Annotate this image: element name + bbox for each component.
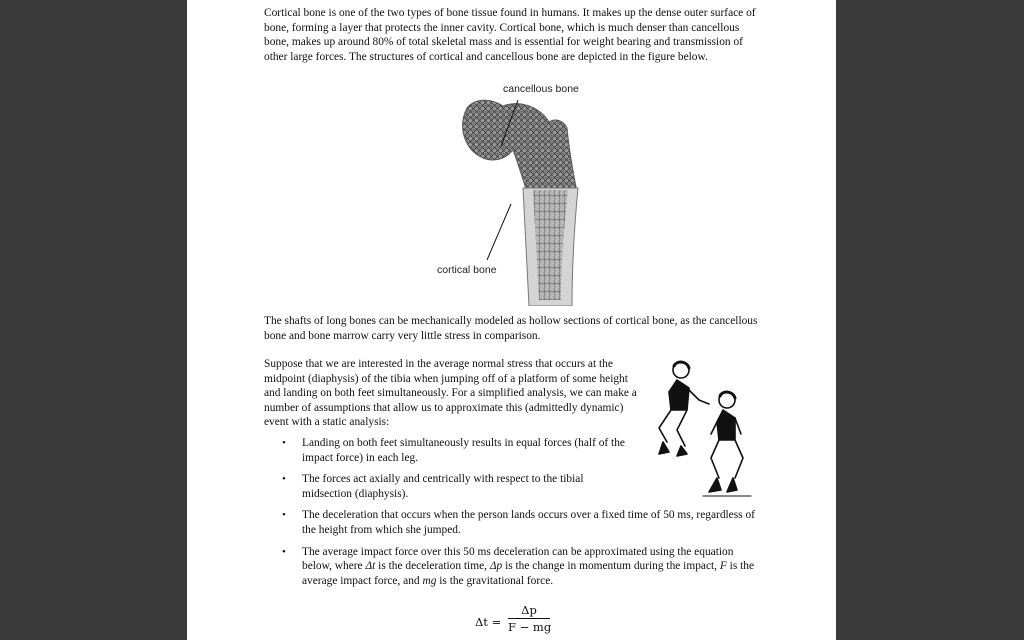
list-item: • Landing on both feet simultaneously results in equal forces (half of the impact force) in each leg. [282, 437, 625, 464]
shafts-paragraph: The shafts of long bones can be mechanically modeled as hollow sections of cortical bone, as the cancellous bone and bone marrow carry very little stress in comparison. [264, 315, 758, 342]
assumptions-list [279, 436, 765, 588]
equation-denominator: F − mg [508, 620, 552, 634]
equation-lhs: Δt = [475, 615, 502, 629]
list-item: • The forces act axially and centrically with respect to the tibial midsection (diaphysis). [282, 473, 584, 500]
cancellous-bone-label: cancellous bone [503, 83, 579, 95]
equation-fraction [508, 603, 550, 634]
cortical-bone-label: cortical bone [437, 264, 497, 276]
document-page [187, 0, 836, 640]
equation-numerator: Δp [521, 603, 537, 617]
list-item: • The deceleration that occurs when the person lands occurs over a fixed time of 50 ms, regardless of the height from which she jumped. [282, 509, 755, 536]
intro-paragraph: Cortical bone is one of the two types of bone tissue found in humans. It makes up the dense outer surface of bone, forming a layer that protects the inner cavity. Cortical bone, which is much denser than cancellous bone, makes up around 80% of total skeletal mass and is essential for weight bearing and transmission of other large forces. The structures of cortical and cancellous bone are depicted in the figure below. [264, 7, 756, 63]
list-item: • The average impact force over this 50 ms deceleration can be approximated using the equation below, where Δt is the deceleration time, Δp is the change in momentum during the impact, F is the average impact force, and mg is the gravitational force. [282, 545, 755, 587]
scenario-paragraph: Suppose that we are interested in the average normal stress that occurs at the midpoint (diaphysis) of the tibia when jumping off of a platform of some height and landing on both feet simultaneously. For a simplified analysis, we can make a number of assumptions that allow us to approximate this (admittedly dynamic) event with a static analysis: [264, 358, 637, 429]
